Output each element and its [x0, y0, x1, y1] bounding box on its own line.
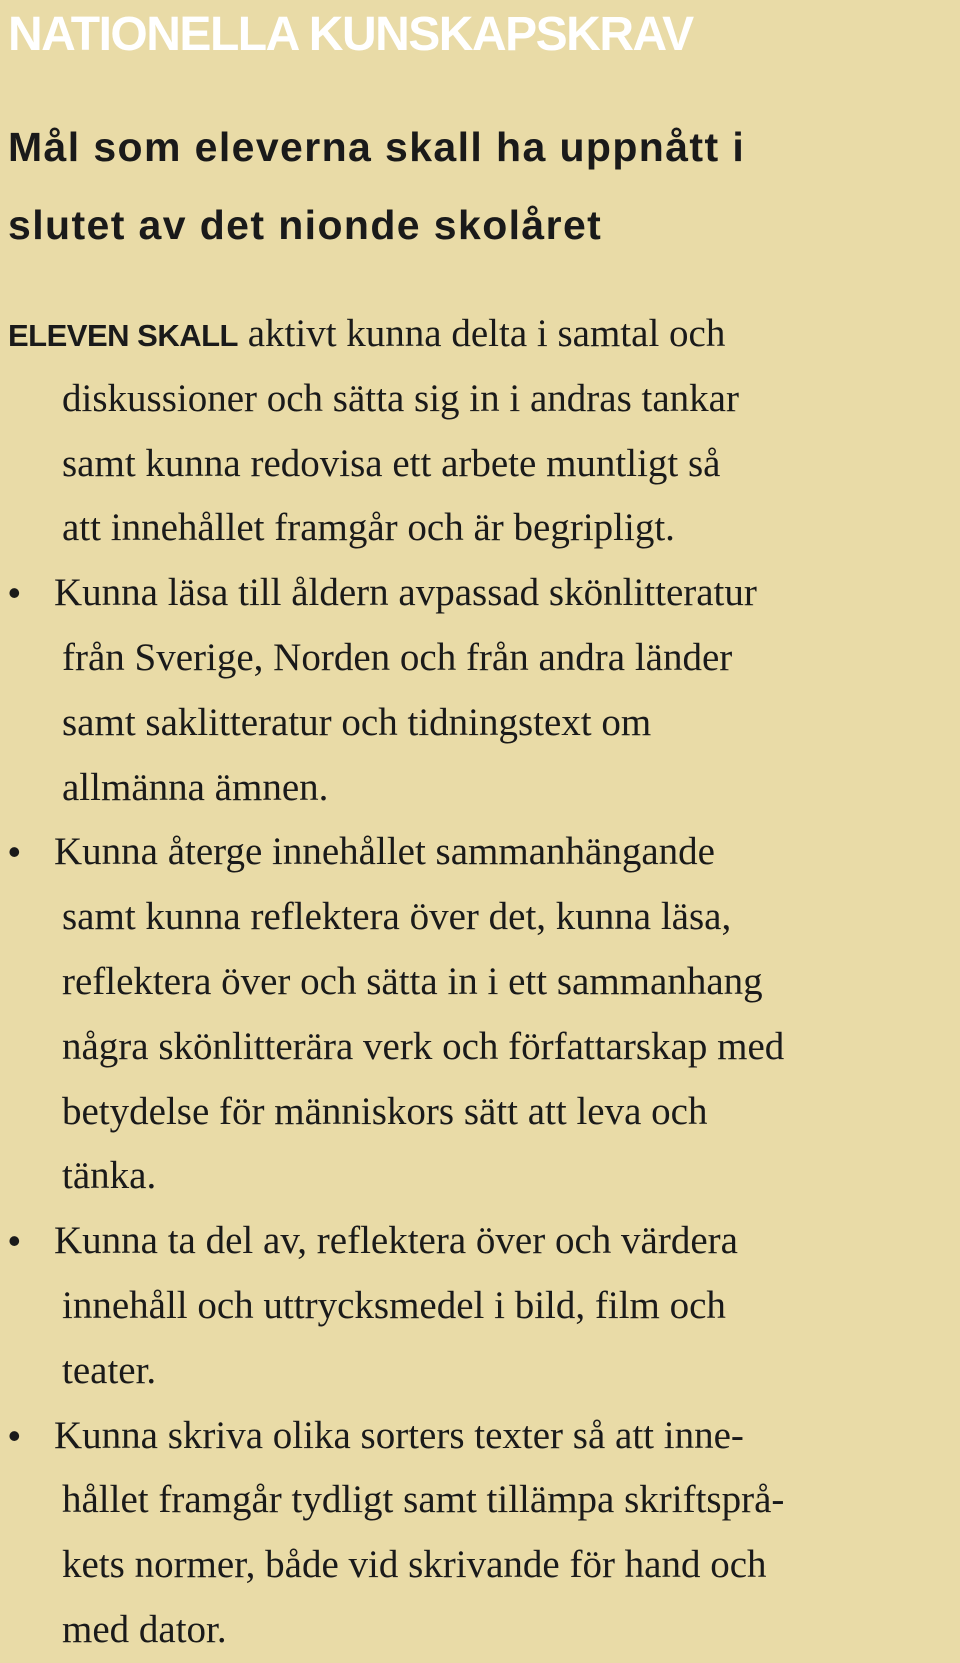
bullet-line: med dator.	[62, 1607, 227, 1651]
bullet-text: Kunna ta del av, reflektera över och värdera	[54, 1219, 738, 1263]
bullet-line: kets normer, både vid skrivande för hand och	[62, 1543, 767, 1587]
bullet-text: Kunna återge innehållet sammanhängande	[54, 830, 715, 874]
bullet-icon: •	[8, 572, 21, 614]
bullet-text: Kunna läsa till åldern avpassad skönlitteratur	[54, 571, 757, 615]
intro-first-line	[0, 302, 960, 367]
bullet-item-2	[0, 820, 960, 885]
subheading-line: slutet av det nionde skolåret	[8, 202, 603, 248]
bullet-line: betydelse för människors sätt att leva och	[62, 1089, 708, 1133]
bullet-text: Kunna skriva olika sorters texter så att inne-	[54, 1413, 744, 1457]
bullet-line: reflektera över och sätta in i ett sammanhang	[62, 959, 763, 1003]
goal-subheading	[8, 108, 938, 264]
bullet-icon: •	[8, 831, 21, 873]
intro-text: aktivt kunna delta i samtal och	[247, 312, 726, 355]
subheading-line: Mål som eleverna skall ha uppnått i	[8, 124, 746, 170]
bullet-line: från Sverige, Norden och från andra länder	[62, 635, 733, 679]
bullet-line: tänka.	[62, 1154, 157, 1198]
bullet-line: allmänna ämnen.	[62, 765, 329, 809]
intro-label: ELEVEN SKALL	[8, 318, 238, 353]
requirements-body	[0, 302, 960, 1663]
bullet-line: teater.	[62, 1348, 157, 1392]
bullet-line: samt kunna reflektera över det, kunna läsa,	[62, 895, 732, 939]
bullet-line: hållet framgår tydligt samt tillämpa skriftsprå-	[62, 1478, 785, 1522]
intro-line: samt kunna redovisa ett arbete muntligt så	[62, 441, 721, 485]
bullet-line: samt saklitteratur och tidningstext om	[62, 700, 652, 744]
bullet-item-1	[0, 561, 960, 626]
bullet-line: innehåll och uttrycksmedel i bild, film och	[62, 1283, 726, 1327]
bullet-line: några skönlitterära verk och författarskap med	[62, 1024, 785, 1068]
bullet-item-3	[0, 1209, 960, 1274]
intro-line: att innehållet framgår och är begripligt.	[62, 506, 675, 550]
bullet-icon: •	[8, 1220, 21, 1262]
bullet-item-4	[0, 1404, 960, 1469]
bullet-icon: •	[8, 1414, 21, 1456]
page-heading: NATIONELLA KUNSKAPSKRAV	[8, 8, 693, 61]
intro-line: diskussioner och sätta sig in i andras tankar	[62, 376, 739, 420]
